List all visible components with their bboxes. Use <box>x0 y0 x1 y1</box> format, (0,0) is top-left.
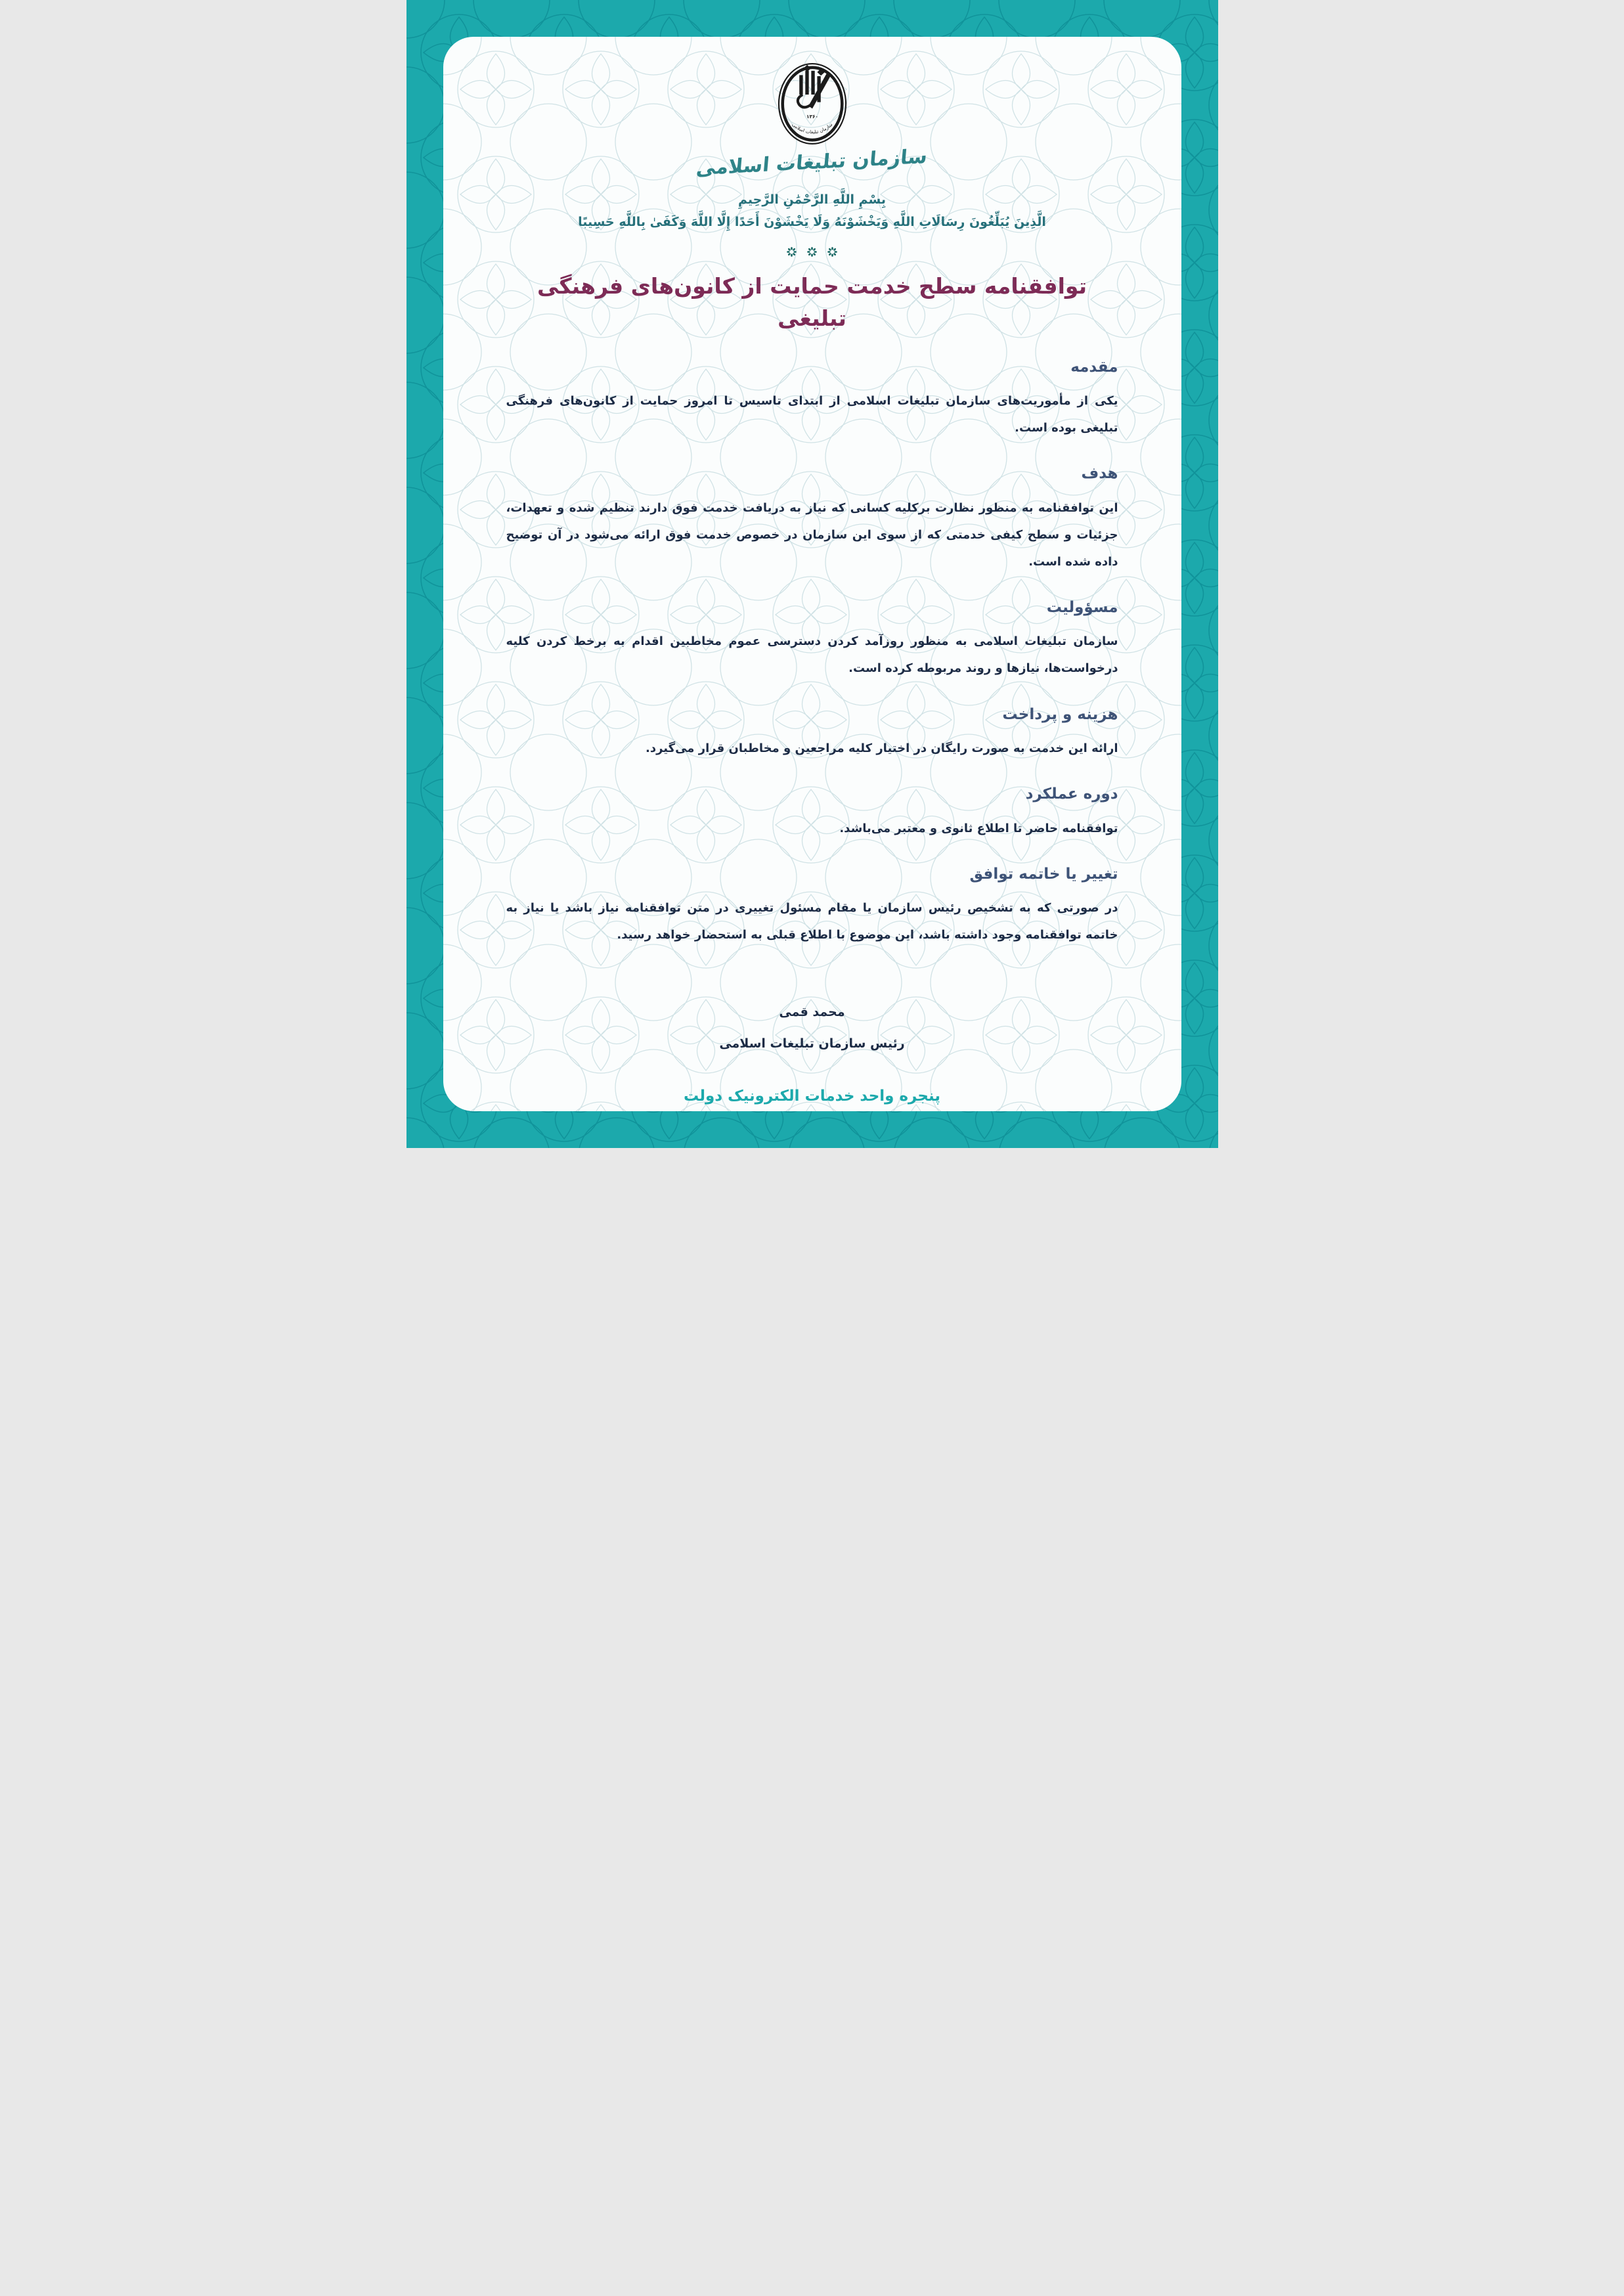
document-page <box>406 0 1218 1148</box>
section-dore-amalkard <box>506 783 1118 842</box>
flower-asterisk-icon <box>827 247 837 257</box>
logo-script-signature: سازمان تبلیغات اسلامی <box>695 144 929 181</box>
signatory-name: محمد قمی <box>779 1005 845 1020</box>
section-body: ارائه این خدمت به صورت رایگان در اختیار کلیه مراجعین و مخاطبان قرار می‌گیرد. <box>646 741 1118 755</box>
section-heading: مسؤولیت <box>1046 598 1118 616</box>
section-heading: مقدمه <box>1070 358 1118 376</box>
section-heading: هدف <box>1081 465 1118 483</box>
flower-asterisk-icon <box>807 247 817 257</box>
section-heading: تغییر یا خاتمه توافق <box>969 865 1118 883</box>
signature-block <box>506 1005 1118 1051</box>
quran-verse-text: الَّذِينَ يُبَلِّغُونَ رِسَالَاتِ اللَّهِ وَيَخْشَوْنَهُ وَلَا يَخْشَوْنَ أَحَدًا إِلَّا اللَّهَ وَكَفَىٰ بِاللَّهِ حَسِيبًا <box>578 215 1046 230</box>
document-card <box>443 37 1181 1111</box>
section-heading: هزینه و پرداخت <box>1002 705 1118 723</box>
section-hazine-pardakht <box>506 703 1118 762</box>
ornament-separator <box>787 247 837 257</box>
flower-asterisk-icon <box>787 247 797 257</box>
signatory-role: رئیس سازمان تبلیغات اسلامی <box>719 1036 905 1051</box>
section-masouliat <box>506 596 1118 682</box>
logo-year: ۱۳۶۰ <box>806 114 818 120</box>
section-body: در صورتی که به تشخیص رئیس سازمان یا مقام مسئول تغییری در متن توافقنامه نیاز باشد یا نیاز به خاتمه توافقنامه وجود داشته باشد، این موضوع با اطلاع قبلی به استحضار خواهد رسید. <box>506 901 1118 942</box>
section-body: سازمان تبلیغات اسلامی به منظور روزآمد کردن دسترسی عموم مخاطبین اقدام به برخط کردن کلیه درخواست‌ها، نیازها و روند مربوطه کرده است. <box>506 634 1118 676</box>
footer-brand-label: پنجره واحد خدمات الکترونیک دولت <box>684 1088 940 1105</box>
organization-emblem-logo <box>772 58 853 150</box>
basmala-text: بِسْمِ اللَّهِ الرَّحْمَٰنِ الرَّحِيمِ <box>738 192 886 207</box>
section-body: توافقنامه حاضر تا اطلاع ثانوی و معتبر می‌باشد. <box>839 821 1118 835</box>
section-body: یکی از مأموریت‌های سازمان تبلیغات اسلامی از ابتدای تاسیس تا امروز حمایت از کانون‌های فرهنگی تبلیغی بوده است. <box>506 394 1118 435</box>
section-hadaf <box>506 462 1118 575</box>
section-body: این توافقنامه به منظور نظارت برکلیه کسانی که نیاز به دریافت خدمت فوق دارند تنظیم شده و تعهدات، جزئیات و سطح کیفی خدمتی که از سوی این سازمان در خصوص خدمت فوق ارائه می‌شود در آن توضیح داده شده است. <box>506 500 1118 569</box>
section-heading: دوره عملکرد <box>1025 785 1118 803</box>
sections-list <box>506 335 1118 948</box>
section-moghadame <box>506 356 1118 442</box>
page-title: توافقنامه سطح خدمت حمایت از کانون‌های فرهنگی تبلیغی <box>537 273 1087 332</box>
document-content <box>443 37 1181 1111</box>
logo-inner-caption: سازمان تبلیغات اسلامی <box>791 121 833 135</box>
section-taghir-khateme <box>506 863 1118 949</box>
